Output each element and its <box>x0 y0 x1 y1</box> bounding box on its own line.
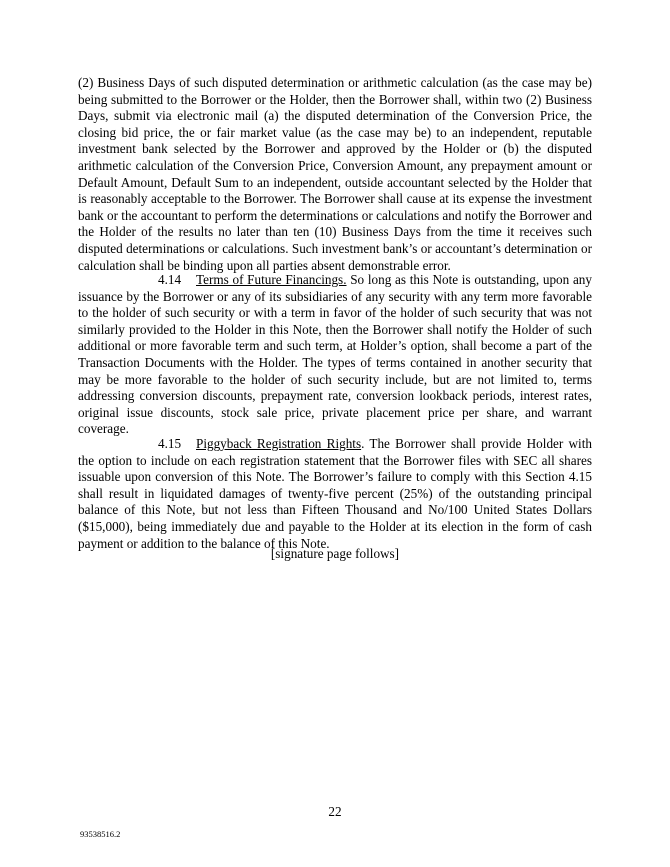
section-4-15 <box>78 436 592 552</box>
section-title: Piggyback Registration Rights <box>196 436 362 451</box>
signature-page-note: [signature page follows] <box>270 546 400 561</box>
document-id: 93538516.2 <box>80 829 121 839</box>
page-number: 22 <box>328 804 342 819</box>
paragraph-continuation <box>78 75 592 274</box>
section-4-14 <box>78 272 592 438</box>
paragraph-text: (2) Business Days of such disputed determination or arithmetic calculation (as the case may be) being submitted to the Borrower or the Holder, then the Borrower shall, within two (2) Business Days, submit via electronic mail (a) the disputed determination of the Conversion Price, the closing bid price, the or fair market value (as the case may be) to an independent, reputable investment bank selected by the Borrower and approved by the Holder or (b) the disputed arithmetic calculation of the Conversion Price, Conversion Amount, any prepayment amount or Default Amount, Default Sum to an independent, outside accountant selected by the Holder that is reasonably acceptable to the Borrower. The Borrower shall cause at its expense the investment bank or the accountant to perform the determinations or calculations and notify the Borrower and the Holder of the results no later than ten (10) Business Days from the time it receives such disputed determinations or calculations. Such investment bank’s or accountant’s determination or calculation shall be binding upon all parties absent demonstrable error. <box>78 75 592 273</box>
section-text: . The Borrower shall provide Holder with the option to include on each registration statement that the Borrower files with SEC all shares issuable upon conversion of this Note. The Borrower’s failure to comply with this Section 4.15 shall result in liquidated damages of twenty-five percent (25%) of the outstanding principal balance of this Note, but not less than Fifteen Thousand and No/100 United States Dollars ($15,000), being immediately due and payable to the Holder at its election in the form of cash payment or addition to the balance of this Note. <box>78 436 592 551</box>
section-number: 4.15 <box>158 436 182 451</box>
section-text: So long as this Note is outstanding, upon any issuance by the Borrower or any of its subsidiaries of any security with any term more favorable to the holder of such security or with a term in favor of the holder of such security that was not similarly provided to the Holder in this Note, then the Borrower shall notify the Holder of such additional or more favorable term and such term, at Holder’s option, shall become a part of the Transaction Documents with the Holder. The types of terms contained in another security that may be more favorable to the holder of such security include, but are not limited to, terms addressing conversion discounts, prepayment rate, conversion lookback periods, interest rates, original issue discounts, stock sale price, private placement price per share, and warrant coverage. <box>78 272 592 437</box>
section-number: 4.14 <box>158 272 182 287</box>
section-title: Terms of Future Financings. <box>196 272 347 287</box>
